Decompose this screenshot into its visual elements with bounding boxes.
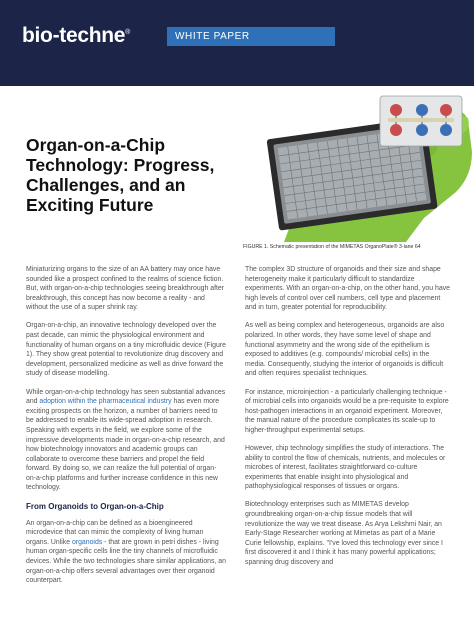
paragraph-text: has even more exciting prospects on the horizon, a number of barriers need to be addressed to enable its wide-spread adoption in research. Speaking with experts in the field, we explore some of the impressive developments made in organ-on-a-chip research, and how biotechnology innovators and academic groups can collaborate to overcome these barriers and propel the field forward. By doing so, we can realize the full potential of organ-on-a-chip platforms and further increase confidence in this new technology. <box>26 398 225 492</box>
gloved-hand-holding-organoplate-image <box>256 92 474 242</box>
section-heading: From Organoids to Organ-on-a-Chip <box>26 501 164 511</box>
figure-caption: FIGURE 1. Schematic presentation of the MIMETAS OrganoPlate® 3-lane 64 <box>243 244 421 250</box>
paragraph: For instance, microinjection - a particularly challenging technique - of microbial cells into organoids would be a pre-requisite to explore host-pathogen interactions in an organoid experiment. Moreover, the manual nature of the procedure complicates its scale-up to higher-throughput experimental setups. <box>245 388 449 434</box>
paragraph-text: An organ-on-a-chip can be defined as a bioengineered microdevice that can mimic the complexity of living human organs. Unlike <box>26 519 204 546</box>
paragraph: The complex 3D structure of organoids and their size and shape heterogeneity make it particularly difficult to standardize experiments. With an organ-on-a-chip, on the other hand, you have high levels of control over cell numbers, cell type and placement and in turn, greater potential for reproducibility. <box>245 266 450 312</box>
white-paper-badge: WHITE PAPER <box>167 27 335 46</box>
organoids-link[interactable]: organoids <box>71 538 103 546</box>
paragraph <box>26 388 226 494</box>
bio-techne-logo[interactable] <box>22 24 130 48</box>
left-column <box>26 265 226 594</box>
paragraph: Organ-on-a-chip, an innovative technology developed over the past decade, can mimic the physiological environment and functionality of human organs on a tiny microfluidic device (Figure 1). They show great potential to revolutionize drug discovery and development, personalized medicine as well as drive forward the study of disease modelling. <box>26 322 226 378</box>
registered-mark: ® <box>125 29 131 36</box>
page-title: Organ-on-a-Chip Technology: Progress, Challenges, and an Exciting Future <box>26 135 215 215</box>
paragraph-text: - that are grown in petri dishes - living human organ-specific cells line the tiny channels of microfluidic devices. While the two technologies share similar applications, an organ-on-a-chip offers several advantages over their organoid counterpart. <box>26 538 226 585</box>
organoplate-inset-schematic <box>380 96 462 146</box>
pharma-adoption-link[interactable]: adoption within the pharmaceutical industry <box>39 398 172 406</box>
paragraph: As well as being complex and heterogeneous, organoids are also polarized. In other words, they have some level of shape and functional asymmetry and the wrong side of the epithelium is exposed to additives (e.g. compounds/ microbial cells) in the media. Consequently, studying the interior of organoids is difficult and often requires specialist techniques. <box>245 322 445 378</box>
paragraph: Biotechnology enterprises such as MIMETAS develop groundbreaking organ-on-a-chip tissue models that will revolutionize the way we treat disease. As Arya Lekshmi Nair, an Early-Stage Researcher working at Mimetas as part of a Marie Curie fellowship, explains. "I've loved this technology ever since I first discovered it and I think it has many powerful applications; spanning drug discovery and <box>245 501 443 567</box>
right-column <box>245 265 450 576</box>
header-banner <box>0 0 474 86</box>
paragraph: However, chip technology simplifies the study of interactions. The ability to control the flow of chemicals, nutrients, and molecules or microbes of interest, facilitates straightforward co-culture experiments that enable insight into physiological and pathophysiological responses of tissues or organs. <box>245 445 446 491</box>
paragraph <box>26 519 226 586</box>
logo-text: bio-techne <box>22 24 126 47</box>
paragraph-text: While organ-on-a-chip technology has seen substantial advances and <box>26 388 226 406</box>
hero-image <box>256 92 474 242</box>
paragraph: Miniaturizing organs to the size of an AA battery may once have sounded like a prospect confined to the realms of science fiction. But, with organ-on-a-chip technologies seeing breakthrough after breakthrough, this concept has now become a reality - and without the use of a super shrink ray. <box>26 266 225 312</box>
